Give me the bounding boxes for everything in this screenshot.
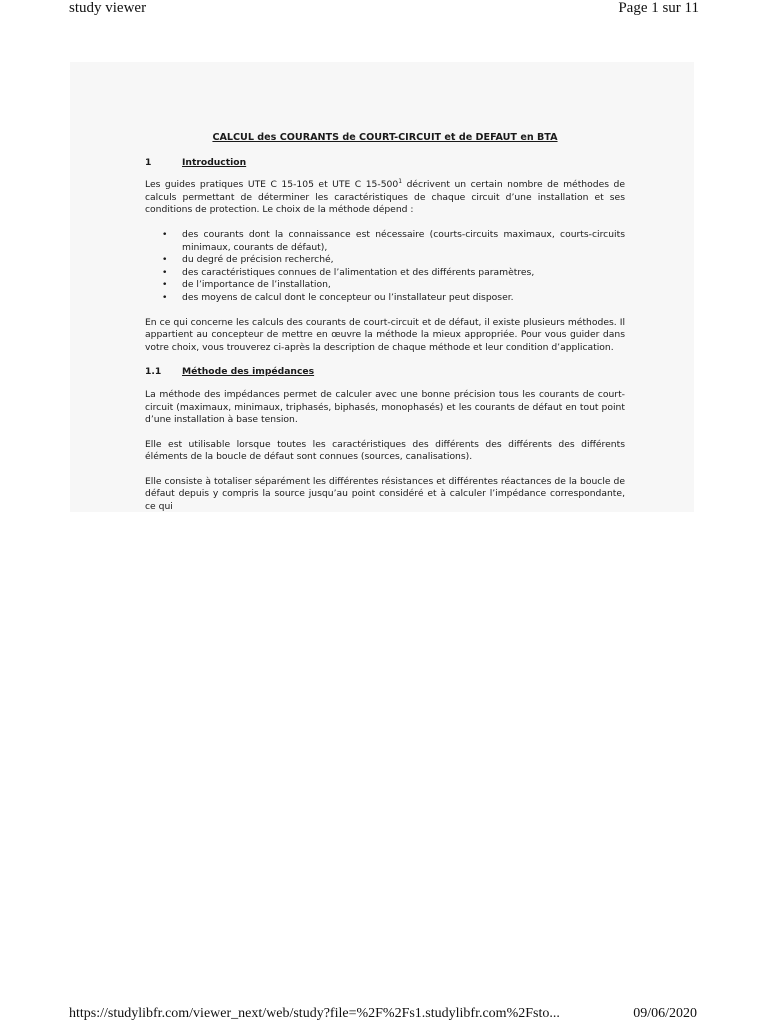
criteria-list [145,229,625,305]
print-footer-url: https://studylibfr.com/viewer_next/web/study?file=%2F%2Fs1.studylibfr.com%2Fsto... [69,1006,560,1021]
document-content [145,132,625,526]
impedance-paragraph-2: Elle est utilisable lorsque toutes les caractéristiques des différents des différents des différents éléments de la boucle de défaut sont connues (sources, canalisations). [145,438,625,463]
section-number: 1 [145,156,152,168]
print-header-title: study viewer [69,0,147,16]
section-heading-impedances [145,366,625,379]
methods-paragraph: En ce qui concerne les calculs des courants de court-circuit et de défaut, il existe plusieurs méthodes. Il appartient au concepteur de mettre en œuvre la méthode la mieux appropriée. Pour vous guider dans votre choix, vous trouverez ci-après la description de chaque méthode et leur condition d’application. [145,316,625,353]
document-title: CALCUL des COURANTS de COURT-CIRCUIT et de DEFAUT en BTA [212,132,558,143]
list-item: • de l’importance de l’installation, [182,279,625,292]
section-title: Méthode des impédances [182,366,315,378]
intro-text-end: décrivent un certain nombre de méthodes de calculs permettant de déterminer les caractéristiques de chaque circuit d’une installation et ses conditions de protection. Le choix de la méthode dépend : [145,179,625,216]
list-item: • des caractéristiques connues de l’alimentation et des différents paramètres, [182,267,625,280]
list-item: • des courants dont la connaissance est nécessaire (courts-circuits maximaux, courts-circuits minimaux, courants de défaut), [182,229,625,254]
list-item: • du degré de précision recherché, [182,254,625,267]
list-item: • des moyens de calcul dont le concepteur ou l’installateur peut disposer. [182,292,625,305]
print-footer-date: 09/06/2020 [633,1006,697,1021]
section-number: 1.1 [145,366,162,378]
intro-text-start: Les guides pratiques UTE C 15-105 et UTE C 15-500 [145,179,399,191]
intro-paragraph [145,179,625,217]
impedance-paragraph-3: Elle consiste à totaliser séparément les différentes résistances et différentes réactances de la boucle de défaut depuis y compris la source jusqu’au point considéré et à calculer l’impédance correspondante, ce qui [145,475,625,513]
impedance-paragraph-1: La méthode des impédances permet de calculer avec une bonne précision tous les courants de court-circuit (maximaux, minimaux, triphasés, biphasés, monophasés) et les courants de défaut en tout point d’une installation à base tension. [145,388,625,426]
footnote-marker: 1 [398,178,403,186]
section-heading-introduction [145,157,625,170]
print-header-page-number: Page 1 sur 11 [618,0,699,16]
section-title: Introduction [182,156,247,168]
